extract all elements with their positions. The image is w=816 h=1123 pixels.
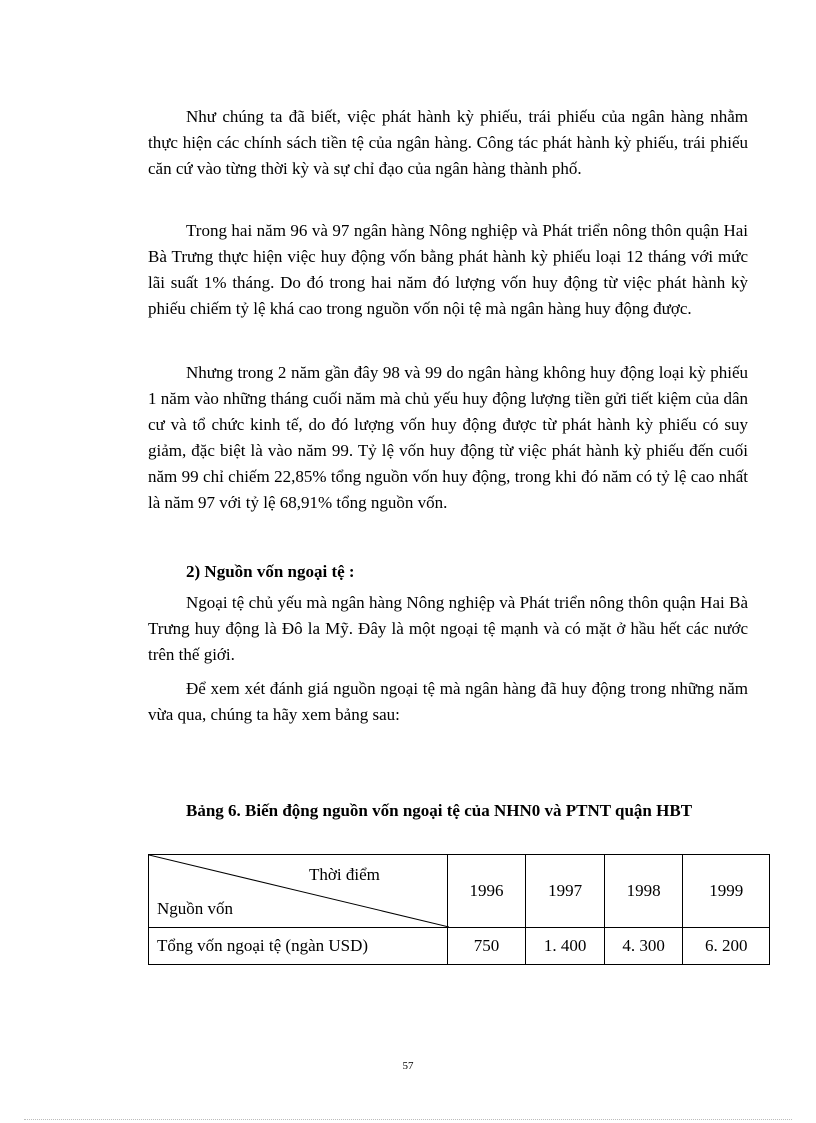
paragraph-5: Để xem xét đánh giá nguồn ngoại tệ mà ngân hàng đã huy động trong những năm vừa qua, chúng ta hãy xem bảng sau: xyxy=(148,679,748,724)
year-header-1996: 1996 xyxy=(447,855,526,928)
table-caption: Bảng 6. Biến động nguồn vốn ngoại tệ của NHN0 và PTNT quận HBT xyxy=(186,801,693,820)
table-row xyxy=(149,928,770,965)
header-time-label: Thời điểm xyxy=(309,865,380,884)
capital-table xyxy=(148,854,770,965)
diagonal-header-cell xyxy=(149,855,448,928)
section-heading: 2) Nguồn vốn ngoại tệ : xyxy=(186,562,355,581)
value-1997: 1. 400 xyxy=(526,928,605,965)
paragraph-2: Trong hai năm 96 và 97 ngân hàng Nông nghiệp và Phát triển nông thôn quận Hai Bà Trưng thực hiện việc huy động vốn bằng phát hành kỳ phiếu loại 12 tháng với mức lãi suất 1% tháng. Do đó trong hai năm đó lượng vốn huy động từ việc phát hành kỳ phiếu chiếm tỷ lệ khá cao trong nguồn vốn nội tệ mà ngân hàng huy động được. xyxy=(148,221,748,318)
header-source-label: Nguồn vốn xyxy=(157,899,234,918)
year-header-1998: 1998 xyxy=(604,855,683,928)
year-header-1999: 1999 xyxy=(683,855,770,928)
paragraph-4: Ngoại tệ chủ yếu mà ngân hàng Nông nghiệp và Phát triển nông thôn quận Hai Bà Trưng huy động là Đô la Mỹ. Đây là một ngoại tệ mạnh và có mặt ở hầu hết các nước trên thế giới. xyxy=(148,593,748,664)
value-1996: 750 xyxy=(447,928,526,965)
year-header-1997: 1997 xyxy=(526,855,605,928)
paragraph-1: Như chúng ta đã biết, việc phát hành kỳ phiếu, trái phiếu của ngân hàng nhằm thực hiện các chính sách tiền tệ của ngân hàng. Công tác phát hành kỳ phiếu, trái phiếu căn cứ vào từng thời kỳ và sự chỉ đạo của ngân hàng thành phố. xyxy=(148,107,748,178)
page-bottom-divider xyxy=(24,1119,792,1120)
table-header-row xyxy=(149,855,770,928)
row-label: Tổng vốn ngoại tệ (ngàn USD) xyxy=(149,928,448,965)
paragraph-3: Nhưng trong 2 năm gần đây 98 và 99 do ngân hàng không huy động loại kỳ phiếu 1 năm vào những tháng cuối năm mà chủ yếu huy động lượng tiền gửi tiết kiệm của dân cư và tổ chức kinh tế, do đó lượng vốn huy động được từ phát hành kỳ phiếu có suy giảm, đặc biệt là vào năm 99. Tỷ lệ vốn huy động từ việc phát hành kỳ phiếu đến cuối năm 99 chỉ chiếm 22,85% tổng nguồn vốn huy động, trong khi đó năm có tỷ lệ cao nhất là năm 97 với tỷ lệ 68,91% tổng nguồn vốn. xyxy=(148,363,748,512)
page-number: 57 xyxy=(402,1060,414,1072)
value-1998: 4. 300 xyxy=(604,928,683,965)
value-1999: 6. 200 xyxy=(683,928,770,965)
